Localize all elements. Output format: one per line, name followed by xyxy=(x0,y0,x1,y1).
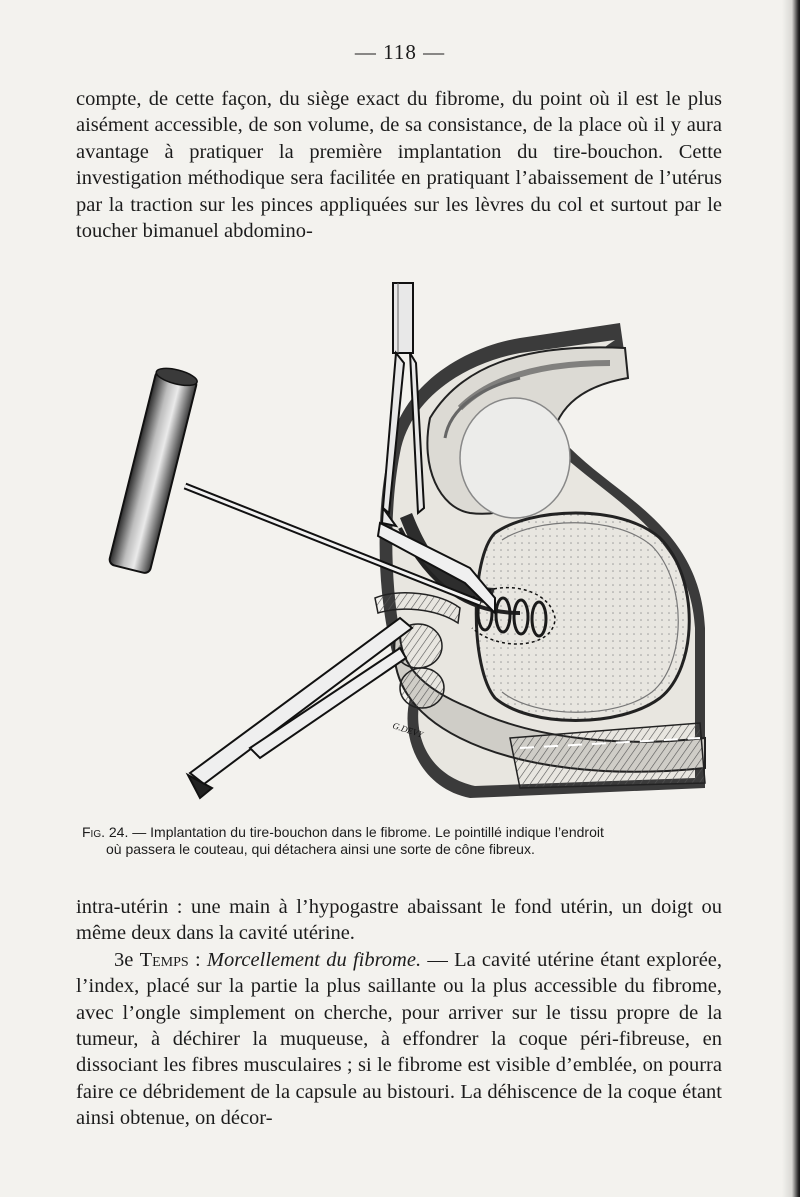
caption-line-2: où passera le couteau, qui détachera ainsi une sorte de cône fibreux. xyxy=(106,841,535,857)
section-body: — La cavité utérine étant explorée, l’index, placé sur la partie la plus saillante ou la plus accessible du fibrome, avec l’ongle simplement on cherche, pour arriver sur le tissu propre de la tumeur, à déchirer la muqueuse, à effondrer la coque péri-fibreuse, en dissociant les fibres musculaires ; si le fibrome est visible d’emblée, on pourra faire ce débridement de la capsule au bistouri. La déhiscence de la coque étant ainsi obtenue, on décor- xyxy=(76,948,723,1130)
page-edge-shadow xyxy=(782,0,800,1197)
page-number: — 118 — xyxy=(354,40,446,64)
section-number: 3e xyxy=(114,948,134,971)
section-title: Morcellement du fibrome. xyxy=(206,948,422,971)
anatomical-illustration xyxy=(100,268,720,813)
continuation-paragraph: intra-utérin : une main à l’hypogastre abaissant le fond utérin, un doigt ou même deux dans la cavité utérine. xyxy=(76,896,722,945)
section-separator: : xyxy=(188,948,207,971)
caption-line-1 xyxy=(82,824,732,841)
figure-caption xyxy=(82,824,732,858)
bottom-text xyxy=(76,894,722,1132)
forceps-lower xyxy=(188,618,412,798)
top-paragraph xyxy=(76,86,722,244)
fibroid-mass xyxy=(476,513,689,721)
figure-label: Fig. 24. xyxy=(82,824,129,840)
section-paragraph xyxy=(76,947,722,1132)
top-paragraph-text: compte, de cette façon, du siège exact du fibrome, du point où il est le plus aisément accessible, de son volume, de sa consistance, de la place où il y aura avantage à pratiquer la première implantation du tire-bouchon. Cette investigation méthodique sera facilitée en pratiquant l’abaissement de l’utérus par la traction sur les pinces appliquées sur les lèvres du col et surtout par le toucher bimanuel abdomino- xyxy=(76,88,722,243)
engraver-signature: G.DEVY xyxy=(391,720,425,740)
caption-text-1: — Implantation du tire-bouchon dans le fibrome. Le pointillé indique l’endroit xyxy=(132,824,604,840)
section-label: Temps xyxy=(139,948,189,971)
corkscrew-handle-icon xyxy=(108,365,198,574)
